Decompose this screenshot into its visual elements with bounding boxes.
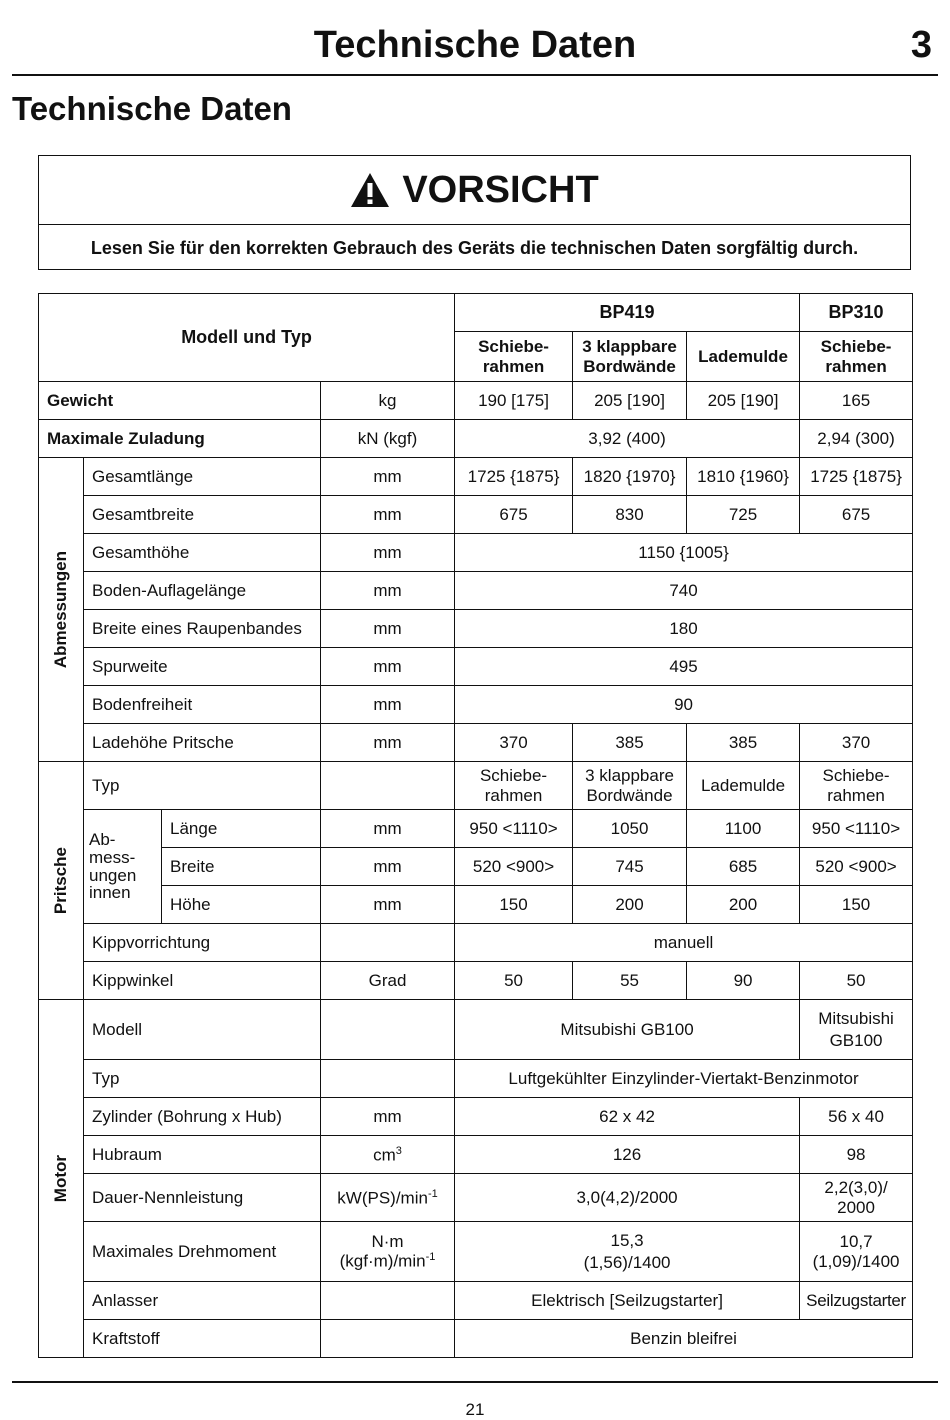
fuel-label: Kraftstoff xyxy=(84,1320,321,1358)
ground-length-unit: mm xyxy=(321,572,455,610)
inner-length-value: 1050 xyxy=(573,810,687,848)
engine-group-cell xyxy=(39,1000,84,1358)
starter-bp310: Seilzugstarter xyxy=(800,1282,913,1320)
engine-model-bp310: Mitsubishi GB100 xyxy=(800,1000,913,1060)
inner-height-label: Höhe xyxy=(162,886,321,924)
ground-length-value: 740 xyxy=(455,572,913,610)
overall-width-unit: mm xyxy=(321,496,455,534)
overall-height-value: 1150 {1005} xyxy=(455,534,913,572)
caution-box xyxy=(38,155,911,270)
starter-unit xyxy=(321,1282,455,1320)
cylinder-unit: mm xyxy=(321,1098,455,1136)
weight-value: 190 [175] xyxy=(455,382,573,420)
bed-type-value: 3 klappbare Bordwände xyxy=(573,762,687,810)
caution-header xyxy=(39,156,910,225)
engine-model-label: Modell xyxy=(84,1000,321,1060)
inner-length-value: 1100 xyxy=(687,810,800,848)
payload-unit: kN (kgf) xyxy=(321,420,455,458)
inner-length-label: Länge xyxy=(162,810,321,848)
bed-height-value: 385 xyxy=(573,724,687,762)
type-header-lademulde: Lademulde xyxy=(687,332,800,382)
inner-width-value: 745 xyxy=(573,848,687,886)
tipping-device-value: manuell xyxy=(455,924,913,962)
inner-height-value: 200 xyxy=(687,886,800,924)
displacement-label: Hubraum xyxy=(84,1136,321,1174)
inner-width-value: 520 <900> xyxy=(455,848,573,886)
engine-type-unit xyxy=(321,1060,455,1098)
inner-height-value: 150 xyxy=(455,886,573,924)
tip-angle-value: 90 xyxy=(687,962,800,1000)
footer-divider xyxy=(12,1381,938,1383)
weight-value: 205 [190] xyxy=(573,382,687,420)
bed-height-value: 385 xyxy=(687,724,800,762)
overall-length-value: 1725 {1875} xyxy=(800,458,913,496)
overall-height-unit: mm xyxy=(321,534,455,572)
overall-width-value: 675 xyxy=(455,496,573,534)
caution-title: VORSICHT xyxy=(402,168,599,211)
overall-width-value: 830 xyxy=(573,496,687,534)
tipping-device-label: Kippvorrichtung xyxy=(84,924,321,962)
type-header-bp310: Schiebe- rahmen xyxy=(800,332,913,382)
weight-label: Gewicht xyxy=(39,382,321,420)
bp419-header: BP419 xyxy=(455,294,800,332)
inner-length-value: 950 <1110> xyxy=(800,810,913,848)
fuel-unit xyxy=(321,1320,455,1358)
type-header-schieberahmen: Schiebe- rahmen xyxy=(455,332,573,382)
overall-width-value: 725 xyxy=(687,496,800,534)
type-header-bordwaende: 3 klappbare Bordwände xyxy=(573,332,687,382)
track-width-value: 180 xyxy=(455,610,913,648)
bed-type-label: Typ xyxy=(84,762,321,810)
page-header xyxy=(12,18,938,76)
overall-width-label: Gesamtbreite xyxy=(84,496,321,534)
spec-table xyxy=(38,293,913,1358)
gauge-unit: mm xyxy=(321,648,455,686)
bed-height-label: Ladehöhe Pritsche xyxy=(84,724,321,762)
chapter-number: 3 xyxy=(910,24,932,66)
inner-height-value: 200 xyxy=(573,886,687,924)
caution-text: Lesen Sie für den korrekten Gebrauch des Geräts die technischen Daten sorgfältig durch. xyxy=(90,237,859,258)
bed-type-unit xyxy=(321,762,455,810)
inner-height-unit: mm xyxy=(321,886,455,924)
tip-angle-label: Kippwinkel xyxy=(84,962,321,1000)
overall-height-label: Gesamthöhe xyxy=(84,534,321,572)
rated-power-bp419: 3,0(4,2)/2000 xyxy=(455,1174,800,1222)
section-title: Technische Daten xyxy=(12,90,292,127)
max-torque-bp310: 10,7 (1,09)/1400 xyxy=(800,1222,913,1282)
inner-height-value: 150 xyxy=(800,886,913,924)
tip-angle-value: 55 xyxy=(573,962,687,1000)
bed-group-label: Pritsche xyxy=(51,846,71,915)
overall-length-value: 1820 {1970} xyxy=(573,458,687,496)
engine-group-label: Motor xyxy=(51,1154,71,1203)
dimensions-group-cell xyxy=(39,458,84,762)
model-type-header: Modell und Typ xyxy=(39,294,455,382)
displacement-unit xyxy=(321,1136,455,1174)
page-number: 21 xyxy=(465,1400,485,1419)
max-torque-bp419: 15,3 (1,56)/1400 xyxy=(455,1222,800,1282)
weight-unit: kg xyxy=(321,382,455,420)
cylinder-label: Zylinder (Bohrung x Hub) xyxy=(84,1098,321,1136)
max-torque-unit xyxy=(321,1222,455,1282)
tip-angle-unit: Grad xyxy=(321,962,455,1000)
engine-type-label: Typ xyxy=(84,1060,321,1098)
warning-triangle-icon xyxy=(350,172,390,208)
rated-power-bp310: 2,2(3,0)/ 2000 xyxy=(800,1174,913,1222)
starter-label: Anlasser xyxy=(84,1282,321,1320)
rated-power-label: Dauer-Nennleistung xyxy=(84,1174,321,1222)
cylinder-bp310: 56 x 40 xyxy=(800,1098,913,1136)
payload-value-bp310: 2,94 (300) xyxy=(800,420,913,458)
ground-clearance-value: 90 xyxy=(455,686,913,724)
max-torque-unit-line1: N·m xyxy=(371,1232,404,1252)
gauge-label: Spurweite xyxy=(84,648,321,686)
overall-length-unit: mm xyxy=(321,458,455,496)
inner-width-value: 520 <900> xyxy=(800,848,913,886)
bed-type-value: Lademulde xyxy=(687,762,800,810)
max-torque-unit-line2 xyxy=(325,1251,450,1271)
track-width-label: Breite eines Raupenbandes xyxy=(84,610,321,648)
bp310-header: BP310 xyxy=(800,294,913,332)
ground-length-label: Boden-Auflagelänge xyxy=(84,572,321,610)
payload-value-bp419: 3,92 (400) xyxy=(455,420,800,458)
dimensions-group-label: Abmessungen xyxy=(51,550,71,669)
fuel-value: Benzin bleifrei xyxy=(455,1320,913,1358)
max-torque-label: Maximales Drehmoment xyxy=(84,1222,321,1282)
ground-clearance-unit: mm xyxy=(321,686,455,724)
weight-value: 205 [190] xyxy=(687,382,800,420)
payload-label: Maximale Zuladung xyxy=(39,420,321,458)
cylinder-bp419: 62 x 42 xyxy=(455,1098,800,1136)
rated-power-unit-base: kW(PS)/min xyxy=(337,1188,428,1208)
rated-power-unit-exponent: -1 xyxy=(427,1187,438,1200)
page-header-title: Technische Daten xyxy=(313,24,637,66)
starter-bp419: Elektrisch [Seilzugstarter] xyxy=(455,1282,800,1320)
tipping-device-unit xyxy=(321,924,455,962)
displacement-bp310: 98 xyxy=(800,1136,913,1174)
overall-length-label: Gesamtlänge xyxy=(84,458,321,496)
weight-value: 165 xyxy=(800,382,913,420)
bed-group-cell xyxy=(39,762,84,1000)
inner-width-label: Breite xyxy=(162,848,321,886)
ground-clearance-label: Bodenfreiheit xyxy=(84,686,321,724)
bed-type-value: Schiebe- rahmen xyxy=(455,762,573,810)
inner-width-unit: mm xyxy=(321,848,455,886)
overall-width-value: 675 xyxy=(800,496,913,534)
tip-angle-value: 50 xyxy=(800,962,913,1000)
engine-model-bp419: Mitsubishi GB100 xyxy=(455,1000,800,1060)
overall-length-value: 1725 {1875} xyxy=(455,458,573,496)
inner-dimensions-label: Ab- mess- ungen innen xyxy=(84,810,162,924)
engine-type-value: Luftgekühlter Einzylinder-Viertakt-Benzinmotor xyxy=(455,1060,913,1098)
rated-power-unit xyxy=(321,1174,455,1222)
bed-height-value: 370 xyxy=(455,724,573,762)
inner-length-unit: mm xyxy=(321,810,455,848)
inner-length-value: 950 <1110> xyxy=(455,810,573,848)
track-width-unit: mm xyxy=(321,610,455,648)
engine-model-unit xyxy=(321,1000,455,1060)
bed-height-value: 370 xyxy=(800,724,913,762)
max-torque-unit-exponent: -1 xyxy=(425,1251,436,1264)
bed-type-value: Schiebe- rahmen xyxy=(800,762,913,810)
bed-height-unit: mm xyxy=(321,724,455,762)
inner-width-value: 685 xyxy=(687,848,800,886)
displacement-bp419: 126 xyxy=(455,1136,800,1174)
overall-length-value: 1810 {1960} xyxy=(687,458,800,496)
tip-angle-value: 50 xyxy=(455,962,573,1000)
displacement-unit-exponent: 3 xyxy=(395,1144,402,1157)
gauge-value: 495 xyxy=(455,648,913,686)
displacement-unit-base: cm xyxy=(373,1145,396,1165)
max-torque-unit-base: (kgf·m)/min xyxy=(339,1251,426,1271)
